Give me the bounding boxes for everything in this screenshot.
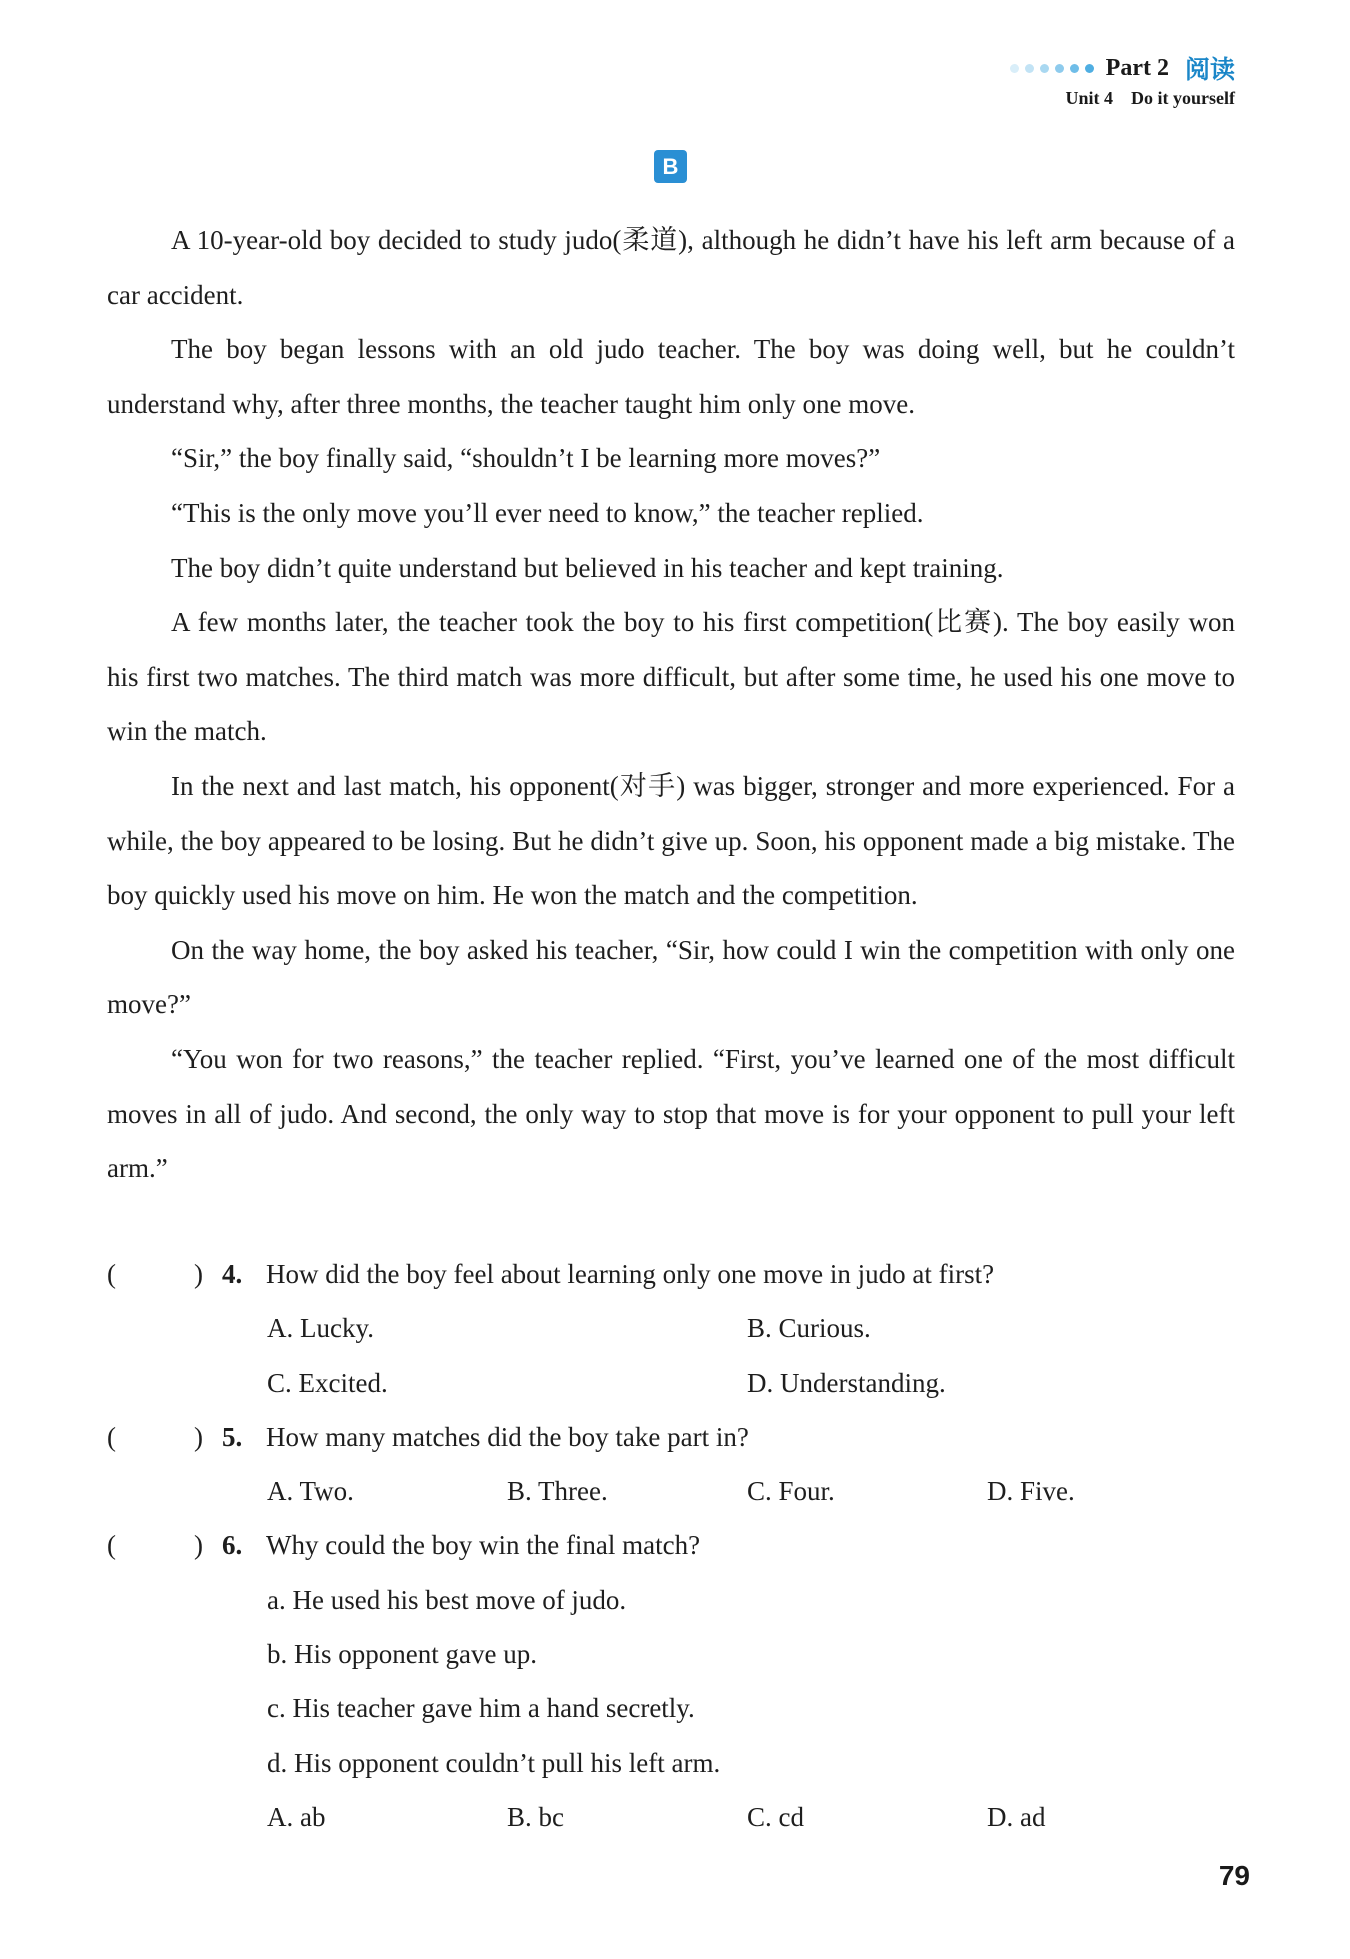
decorative-dots [1010, 64, 1094, 73]
option-c[interactable]: C. Excited. [267, 1367, 388, 1398]
dot-icon [1085, 64, 1094, 73]
answer-blank-open[interactable]: ( [107, 1530, 116, 1561]
question-list [107, 1247, 1235, 1844]
passage-paragraph: The boy began lessons with an old judo teacher. The boy was doing well, but he couldn’t understand why, after three months, the teacher taught him only one move. [107, 334, 1235, 419]
dot-icon [1040, 64, 1049, 73]
question-text: How many matches did the boy take part in? [266, 1421, 749, 1452]
option-b[interactable]: B. bc [507, 1801, 564, 1832]
question-number: 5. [222, 1421, 243, 1452]
option-c[interactable]: C. Four. [747, 1476, 835, 1507]
statement-c: c. His teacher gave him a hand secretly. [267, 1693, 695, 1724]
statement-a: a. He used his best move of judo. [267, 1584, 627, 1615]
answer-blank-close: ) [194, 1530, 203, 1561]
dot-icon [1025, 64, 1034, 73]
question-text: Why could the boy win the final match? [266, 1530, 701, 1561]
option-d[interactable]: D. ad [987, 1801, 1046, 1832]
answer-blank-close: ) [194, 1259, 203, 1289]
option-c[interactable]: C. cd [747, 1801, 804, 1832]
option-b[interactable]: B. Three. [507, 1476, 608, 1507]
option-a[interactable]: A. ab [267, 1801, 326, 1832]
question-number: 4. [222, 1259, 243, 1289]
passage-paragraph: In the next and last match, his opponent(对手) was bigger, stronger and more experienced. For a while, the boy appeared to be losing. But he didn’t give up. Soon, his opponent made a big mistake. The boy quickly used his move on him. He won the match and the competition. [107, 770, 1235, 911]
question-4 [107, 1247, 1235, 1301]
answer-blank-open[interactable]: ( [107, 1259, 116, 1289]
dot-icon [1055, 64, 1064, 73]
option-d[interactable]: D. Five. [987, 1476, 1075, 1507]
option-b[interactable]: B. Curious. [747, 1313, 871, 1344]
option-a[interactable]: A. Two. [267, 1476, 354, 1507]
question-5 [107, 1410, 1235, 1464]
question-text: How did the boy feel about learning only one move in judo at first? [266, 1259, 995, 1289]
options-row [107, 1790, 1235, 1844]
section-badge: B [654, 150, 687, 183]
statement-d: d. His opponent couldn’t pull his left arm. [267, 1747, 721, 1778]
option-a[interactable]: A. Lucky. [267, 1313, 374, 1344]
passage-paragraph: On the way home, the boy asked his teacher, “Sir, how could I win the competition with only one move?” [107, 934, 1235, 1020]
option-d[interactable]: D. Understanding. [747, 1367, 946, 1398]
page-number: 79 [1218, 1860, 1250, 1891]
passage-paragraph: A 10-year-old boy decided to study judo(柔道), although he didn’t have his left arm because of a car accident. [107, 225, 1235, 310]
passage-paragraph: “You won for two reasons,” the teacher replied. “First, you’ve learned one of the most difficult moves in all of judo. And second, the only way to stop that move is for your opponent to pull your left arm.” [107, 1043, 1235, 1184]
options-row [107, 1301, 1235, 1355]
question-number: 6. [222, 1530, 243, 1561]
part-chinese-label: 阅读 [1184, 55, 1235, 84]
part-label: Part 2 [1105, 54, 1169, 81]
passage-paragraph: “This is the only move you’ll ever need to know,” the teacher replied. [171, 497, 924, 528]
question-6 [107, 1518, 1235, 1572]
options-row [107, 1356, 1235, 1410]
unit-label: Unit 4 [1065, 88, 1114, 108]
running-header [1010, 50, 1235, 86]
unit-header [1066, 88, 1236, 109]
passage-paragraph: “Sir,” the boy finally said, “shouldn’t I be learning more moves?” [171, 443, 881, 474]
passage-paragraph: The boy didn’t quite understand but believed in his teacher and kept training. [171, 552, 1004, 583]
answer-blank-close: ) [194, 1421, 203, 1452]
options-row [107, 1464, 1235, 1518]
unit-title: Do it yourself [1131, 88, 1235, 108]
dot-icon [1070, 64, 1079, 73]
dot-icon [1010, 64, 1019, 73]
statement-b: b. His opponent gave up. [267, 1639, 537, 1670]
answer-blank-open[interactable]: ( [107, 1421, 116, 1452]
reading-passage [107, 213, 1235, 1196]
passage-paragraph: A few months later, the teacher took the boy to his first competition(比赛). The boy easily won his first two matches. The third match was more difficult, but after some time, he used his one move to win the match. [107, 607, 1235, 747]
